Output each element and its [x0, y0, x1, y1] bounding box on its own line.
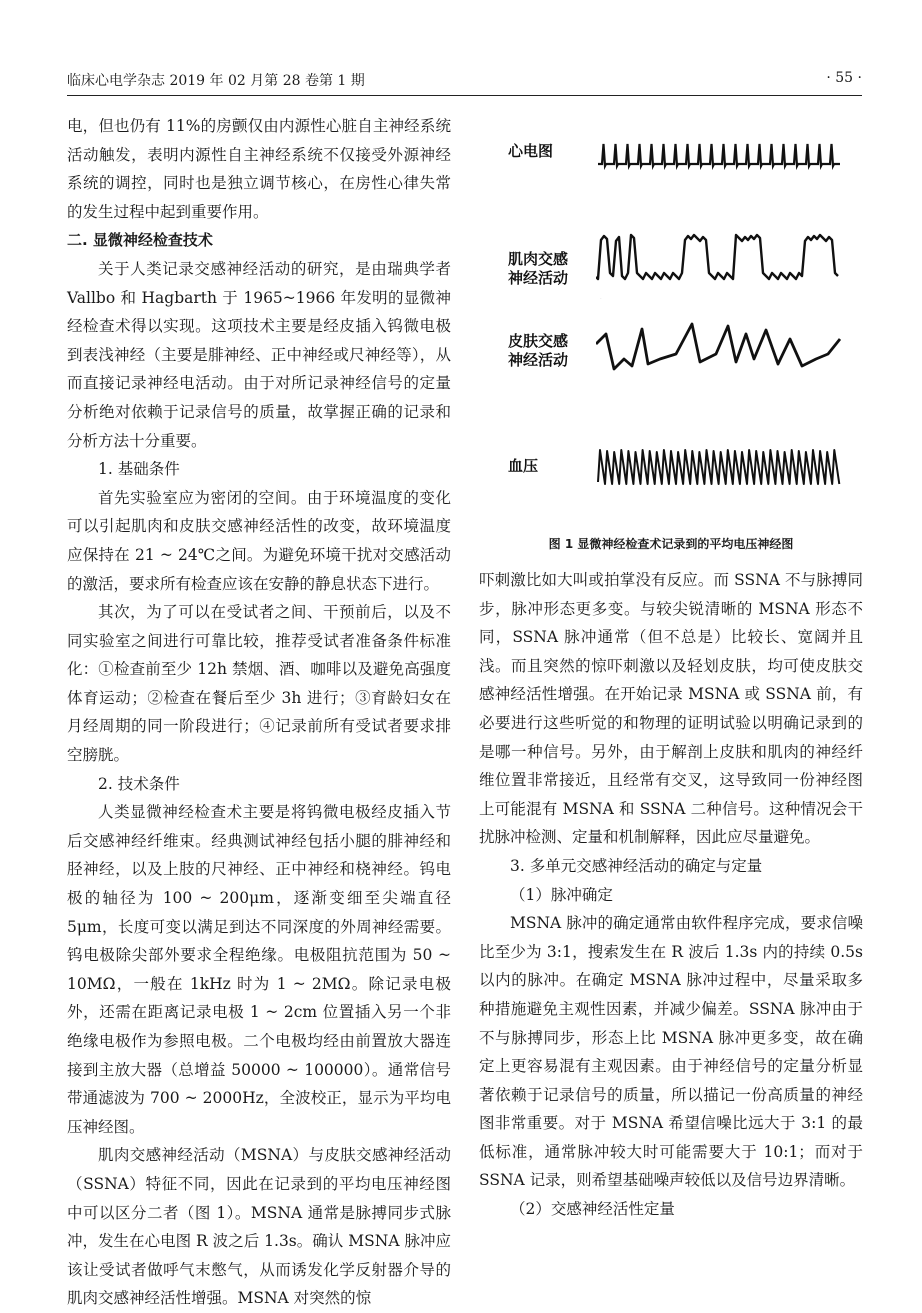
blood-pressure-trace: [596, 442, 842, 490]
paragraph: MSNA 脉冲的确定通常由软件程序完成，要求信噪比至少为 3:1，搜索发生在 R 波后 1.3s 内的持续 0.5s 以内的脉冲。在确定 MSNA 脉冲过程中，尽量采取多种措施避免主观性因素，并减少偏差。SSNA 脉冲由于不与脉搏同步，形态上比 MSNA 脉冲更多变，故在确定上更容易混有主观因素。由于神经信号的定量分析显著依赖于记录信号的质量，所以描记一份高质量的神经图非常重要。对于 MSNA 希望信噪比远大于 3:1 的最低标准，通常脉冲较大时可能需要大于 10:1；而对于 SSNA 记录，则希望基础噪声较低以及信号边界清晰。: [479, 914, 863, 1190]
msna-label: 肌肉交感神经活动: [508, 250, 569, 287]
paragraph: 首先实验室应为密闭的空间。由于环境温度的变化可以引起肌肉和皮肤交感神经活性的改变，故环境温度应保持在 21 ~ 24℃之间。为避免环境干扰对交感活动的激活，要求所有检查应该在安静的静息状态下进行。: [67, 488, 451, 593]
paragraph: 其次，为了可以在受试者之间、干预前后，以及不同实验室之间进行可靠比较，推荐受试者准备条件标准化：①检查前至少 12h 禁烟、酒、咖啡以及避免高强度体育运动；②检查在餐后至少 3h 进行；③育龄妇女在月经周期的同一阶段进行；④记录前所有受试者要求排空膀胱。: [67, 603, 451, 765]
header-rule: [67, 95, 862, 96]
ecg-label: 心电图: [508, 142, 554, 160]
page-number: · 55 ·: [826, 70, 862, 86]
running-header: [67, 70, 862, 92]
blood-pressure-label: 血压: [508, 457, 539, 475]
subsubsection-heading: （2）交感神经活性定量: [510, 1200, 675, 1219]
subsection-heading: 3. 多单元交感神经活动的确定与定量: [510, 856, 763, 875]
ssna-label: 皮肤交感神经活动: [508, 332, 569, 369]
ssna-trace: [596, 304, 842, 379]
msna-trace: [596, 227, 842, 299]
figure-1: [500, 112, 860, 552]
section-heading: 二. 显微神经检查技术: [67, 231, 213, 250]
journal-title: 临床心电学杂志 2019 年 02 月第 28 卷第 1 期: [67, 73, 365, 89]
left-column: [67, 112, 451, 1313]
paragraph: 吓刺激比如大叫或拍掌没有反应。而 SSNA 不与脉搏同步，脉冲形态更多变。与较尖锐清晰的 MSNA 形态不同，SSNA 脉冲通常（但不总是）比较长、宽阔并且浅。而且突然的惊吓刺激以及轻划皮肤，均可使皮肤交感神经活性增强。在开始记录 MSNA 或 SSNA 前，有必要进行这些听觉的和物理的证明试验以明确记录到的是哪一种信号。另外，由于解剖上皮肤和肌肉的神经纤维位置非常接近，且经常有交叉，这导致同一份神经图上可能混有 MSNA 和 SSNA 二种信号。这种情况会干扰脉冲检测、定量和机制解释，因此应尽量避免。: [479, 571, 863, 847]
right-column: [479, 566, 863, 1224]
paragraph: 电，但也仍有 11%的房颤仅由内源性心脏自主神经系统活动触发，表明内源性自主神经系统不仅接受外源神经系统的调控，同时也是独立调节核心，在房性心律失常的发生过程中起到重要作用。: [67, 117, 451, 221]
figure-caption: 图 1 显微神经检查术记录到的平均电压神经图: [548, 537, 794, 551]
subsubsection-heading: （1）脉冲确定: [510, 885, 613, 904]
subsection-heading: 2. 技术条件: [98, 774, 180, 793]
ecg-trace: [596, 132, 842, 172]
paragraph: 关于人类记录交感神经活动的研究，是由瑞典学者 Vallbo 和 Hagbarth 于 1965~1966 年发明的显微神经检查术得以实现。这项技术主要是经皮插入钨微电极到表浅神经（主要是腓神经、正中神经或尺神经等），从而直接记录神经电活动。由于对所记录神经信号的定量分析绝对依赖于记录信号的质量，故掌握正确的记录和分析方法十分重要。: [67, 259, 451, 450]
paragraph: 人类显微神经检查术主要是将钨微电极经皮插入节后交感神经纤维束。经典测试神经包括小腿的腓神经和胫神经，以及上肢的尺神经、正中神经和桡神经。钨电极的轴径为 100 ~ 200μm，逐渐变细至尖端直径 5μm，长度可变以满足到达不同深度的外周神经需要。钨电极除尖部外要求全程绝缘。电极阻抗范围为 50 ~ 10MΩ，一般在 1kHz 时为 1 ~ 2MΩ。除记录电极外，还需在距离记录电极 1 ~ 2cm 位置插入另一个非绝缘电极作为参照电极。二个电极均经由前置放大器连接到主放大器（总增益 50000 ~ 100000）。通常信号带通滤波为 700 ~ 2000Hz，全波校正，显示为平均电压神经图。: [67, 803, 451, 1136]
paragraph: 肌肉交感神经活动（MSNA）与皮肤交感神经活动（SSNA）特征不同，因此在记录到的平均电压神经图中可以区分二者（图 1）。MSNA 通常是脉搏同步式脉冲，发生在心电图 R 波之后 1.3s。确认 MSNA 脉冲应该让受试者做呼气末憋气，从而诱发化学反射器介导的肌肉交感神经活性增强。MSNA 对突然的惊: [67, 1146, 451, 1308]
subsection-heading: 1. 基础条件: [98, 460, 180, 479]
